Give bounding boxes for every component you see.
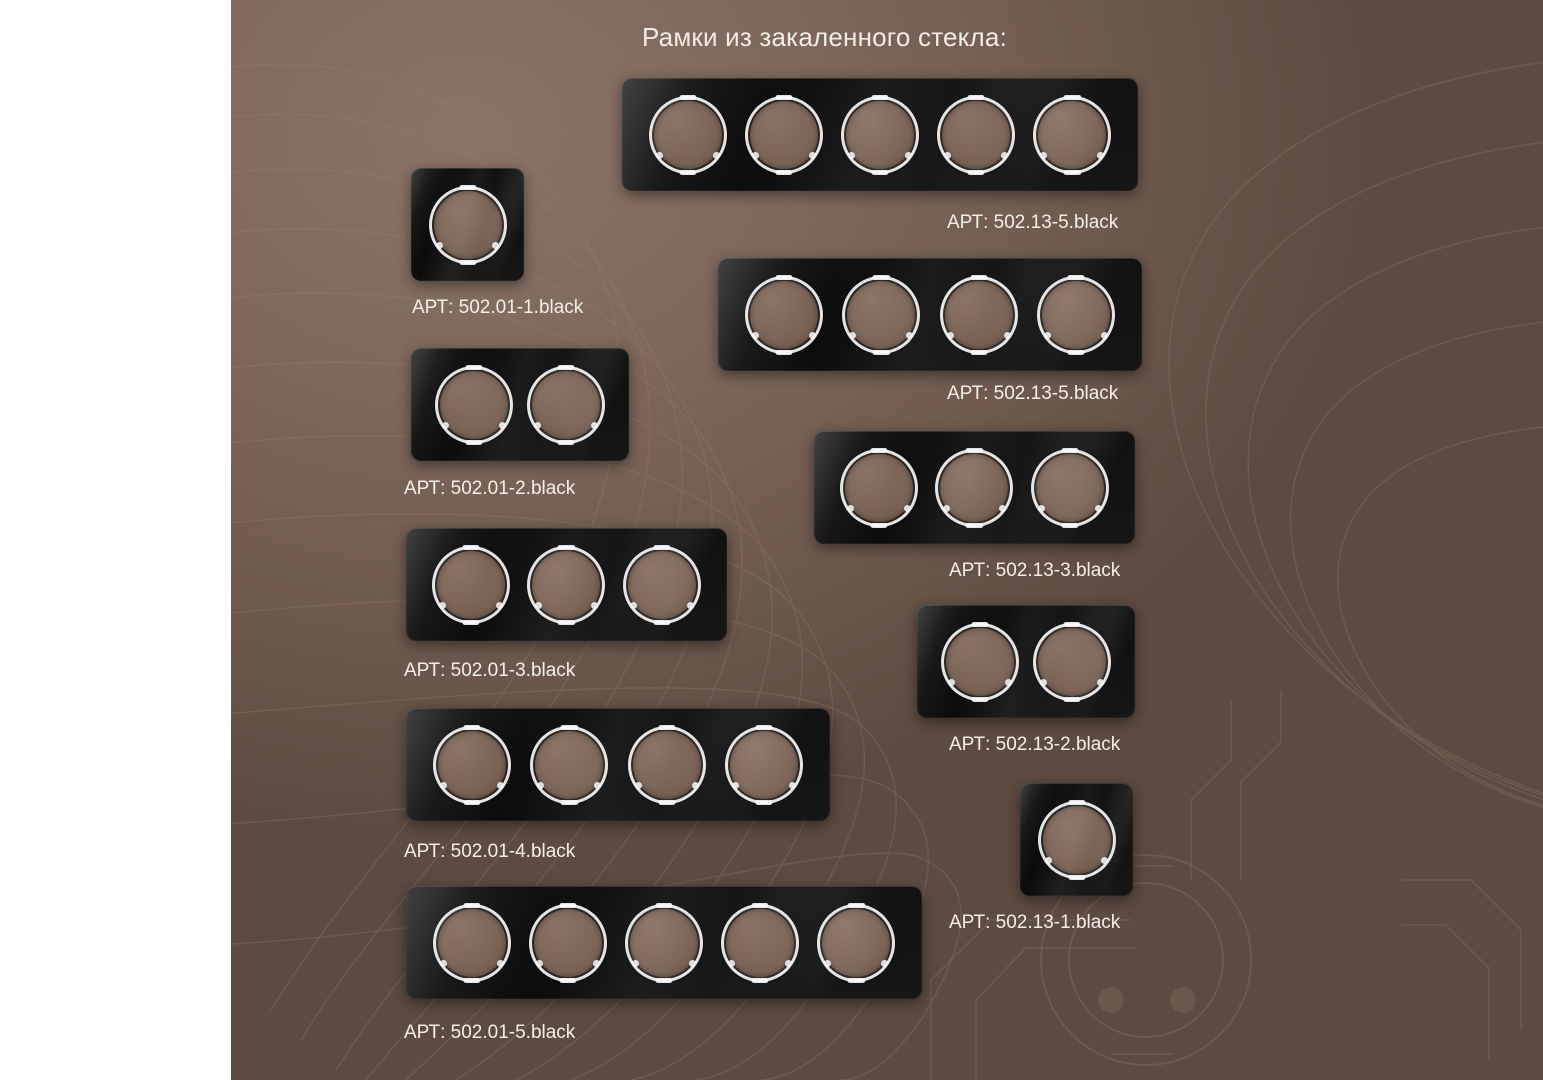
socket-notch-right [906,332,913,339]
socket-notch-right [789,782,796,789]
socket-notch-left [1038,505,1045,512]
socket-opening [935,449,1013,527]
socket-inner [1038,101,1106,169]
socket-notch-right [999,505,1006,512]
socket-inner [438,731,506,799]
socket-tab-bottom [873,350,890,355]
socket-tab-top [679,95,696,100]
socket-inner [437,551,505,619]
socket-tab-bottom [463,620,480,625]
socket-opening [941,623,1019,701]
socket-tab-bottom [970,350,987,355]
socket-notch-left [847,505,854,512]
socket-notch-left [824,960,831,967]
socket-tab-bottom [561,800,578,805]
socket-notch-left [440,782,447,789]
socket-opening [530,726,608,804]
socket-tab-top [966,448,983,453]
socket-notch-left [1044,332,1051,339]
product-caption: АРТ: 502.01-1.black [412,297,584,318]
socket-notch-right [594,782,601,789]
socket-opening [842,276,920,354]
socket-tab-top [653,545,670,550]
socket-tab-top [970,275,987,280]
socket-notch-left [537,782,544,789]
socket-tab-bottom [1068,875,1085,880]
socket-inner [438,909,506,977]
socket-inner [726,909,794,977]
socket-notch-left [630,602,637,609]
socket-inner [1042,281,1110,349]
socket-opening [940,276,1018,354]
socket-notch-right [1101,857,1108,864]
socket-notch-left [948,679,955,686]
socket-notch-right [904,505,911,512]
socket-tab-bottom [464,800,481,805]
socket-notch-right [692,782,699,789]
product-frame [406,528,727,641]
socket-tab-bottom [558,620,575,625]
socket-tab-bottom [679,170,696,175]
socket-notch-right [591,602,598,609]
socket-notch-left [635,782,642,789]
socket-tab-top [871,448,888,453]
socket-notch-right [785,960,792,967]
socket-notch-left [944,152,951,159]
product-caption: АРТ: 502.13-3.black [949,560,1121,581]
socket-inner [730,731,798,799]
socket-notch-left [436,242,443,249]
socket-notch-left [535,602,542,609]
socket-notch-right [687,602,694,609]
product-caption: АРТ: 502.01-5.black [404,1022,576,1043]
socket-notch-right [1005,679,1012,686]
socket-opening [841,96,919,174]
socket-tab-bottom [966,523,983,528]
socket-tab-bottom [968,170,985,175]
socket-inner [1038,628,1106,696]
socket-tab-top [559,903,576,908]
socket-notch-right [1097,679,1104,686]
socket-notch-left [1040,679,1047,686]
socket-notch-right [496,602,503,609]
socket-inner [532,371,600,439]
product-frame [917,605,1135,718]
socket-inner [1043,806,1111,874]
socket-tab-bottom [559,978,576,983]
socket-opening [529,904,607,982]
product-frame [411,348,629,461]
product-frame [718,258,1142,371]
socket-inner [532,551,600,619]
socket-notch-right [1001,152,1008,159]
socket-opening [745,96,823,174]
socket-notch-left [1040,152,1047,159]
socket-tab-top [871,95,888,100]
socket-notch-right [809,332,816,339]
socket-tab-bottom [655,978,672,983]
socket-opening [817,904,895,982]
socket-notch-left [947,332,954,339]
socket-tab-top [1064,95,1081,100]
socket-notch-left [943,505,950,512]
product-caption: АРТ: 502.13-2.black [949,734,1121,755]
socket-opening [937,96,1015,174]
socket-opening [721,904,799,982]
socket-notch-left [728,960,735,967]
socket-inner [434,191,502,259]
socket-inner [1036,454,1104,522]
socket-opening [433,904,511,982]
socket-notch-left [848,152,855,159]
socket-tab-bottom [557,440,574,445]
socket-tab-top [1067,275,1084,280]
socket-tab-top [775,95,792,100]
socket-inner [946,628,1014,696]
socket-tab-top [1063,622,1080,627]
socket-inner [750,281,818,349]
socket-tab-bottom [755,800,772,805]
socket-tab-bottom [1064,170,1081,175]
socket-opening [1033,623,1111,701]
socket-notch-left [534,422,541,429]
socket-tab-top [1068,800,1085,805]
socket-notch-left [536,960,543,967]
socket-tab-top [561,725,578,730]
socket-tab-top [776,275,793,280]
socket-tab-bottom [653,620,670,625]
product-frame [1020,783,1133,896]
socket-tab-top [466,365,483,370]
socket-tab-top [557,365,574,370]
product-frame [622,78,1138,191]
socket-opening [725,726,803,804]
socket-tab-top [463,545,480,550]
socket-inner [845,454,913,522]
socket-notch-right [905,152,912,159]
socket-notch-left [849,332,856,339]
socket-opening [1033,96,1111,174]
socket-tab-top [464,725,481,730]
socket-tab-top [1061,448,1078,453]
socket-opening [840,449,918,527]
product-caption: АРТ: 502.13-1.black [949,912,1121,933]
socket-opening [527,546,605,624]
socket-notch-right [593,960,600,967]
socket-tab-bottom [1067,350,1084,355]
socket-notch-left [752,332,759,339]
socket-inner [847,281,915,349]
socket-inner [654,101,722,169]
socket-tab-bottom [871,523,888,528]
socket-inner [750,101,818,169]
product-caption: АРТ: 502.13-5.black [947,212,1119,233]
socket-opening [1038,801,1116,879]
socket-tab-bottom [459,260,476,265]
socket-opening [625,904,703,982]
socket-tab-bottom [848,978,865,983]
socket-tab-top [658,725,675,730]
socket-notch-right [499,422,506,429]
socket-tab-bottom [658,800,675,805]
socket-opening [433,726,511,804]
product-caption: АРТ: 502.01-4.black [404,841,576,862]
socket-opening [432,546,510,624]
socket-notch-right [1101,332,1108,339]
socket-tab-top [459,185,476,190]
product-caption: АРТ: 502.01-3.black [404,660,576,681]
socket-tab-bottom [463,978,480,983]
socket-notch-left [439,602,446,609]
socket-tab-bottom [1061,523,1078,528]
socket-opening [623,546,701,624]
socket-inner [633,731,701,799]
socket-tab-bottom [871,170,888,175]
socket-notch-left [442,422,449,429]
socket-inner [945,281,1013,349]
socket-tab-top [463,903,480,908]
product-frame [411,168,524,281]
socket-notch-left [1045,857,1052,864]
product-frame [814,431,1135,544]
socket-tab-top [873,275,890,280]
socket-notch-left [440,960,447,967]
product-frame [406,886,922,999]
product-caption: АРТ: 502.13-5.black [947,383,1119,404]
socket-opening [1037,276,1115,354]
product-frame [406,708,830,821]
socket-tab-bottom [1063,697,1080,702]
socket-notch-right [497,782,504,789]
socket-opening [435,366,513,444]
socket-inner [940,454,1008,522]
socket-notch-right [689,960,696,967]
socket-notch-right [1004,332,1011,339]
socket-opening [649,96,727,174]
socket-opening [429,186,507,264]
socket-inner [942,101,1010,169]
socket-inner [535,731,603,799]
socket-notch-right [497,960,504,967]
socket-tab-top [848,903,865,908]
socket-tab-top [752,903,769,908]
socket-notch-right [809,152,816,159]
socket-opening [745,276,823,354]
socket-notch-left [732,782,739,789]
socket-tab-top [968,95,985,100]
product-photo-panel [231,0,1543,1080]
socket-inner [534,909,602,977]
socket-notch-right [492,242,499,249]
product-caption: АРТ: 502.01-2.black [404,478,576,499]
socket-inner [846,101,914,169]
socket-tab-bottom [972,697,989,702]
socket-notch-right [1097,152,1104,159]
socket-inner [440,371,508,439]
socket-tab-top [655,903,672,908]
socket-notch-left [656,152,663,159]
socket-notch-right [591,422,598,429]
socket-opening [527,366,605,444]
socket-tab-bottom [466,440,483,445]
socket-notch-right [1095,505,1102,512]
socket-tab-bottom [775,170,792,175]
socket-notch-left [632,960,639,967]
socket-opening [1031,449,1109,527]
socket-inner [630,909,698,977]
socket-tab-top [755,725,772,730]
socket-notch-right [881,960,888,967]
socket-notch-right [713,152,720,159]
socket-inner [628,551,696,619]
socket-opening [628,726,706,804]
socket-inner [822,909,890,977]
socket-tab-bottom [776,350,793,355]
page-title: Рамки из закаленного стекла: [642,22,1007,52]
socket-tab-top [972,622,989,627]
socket-tab-top [558,545,575,550]
socket-tab-bottom [752,978,769,983]
socket-notch-left [752,152,759,159]
